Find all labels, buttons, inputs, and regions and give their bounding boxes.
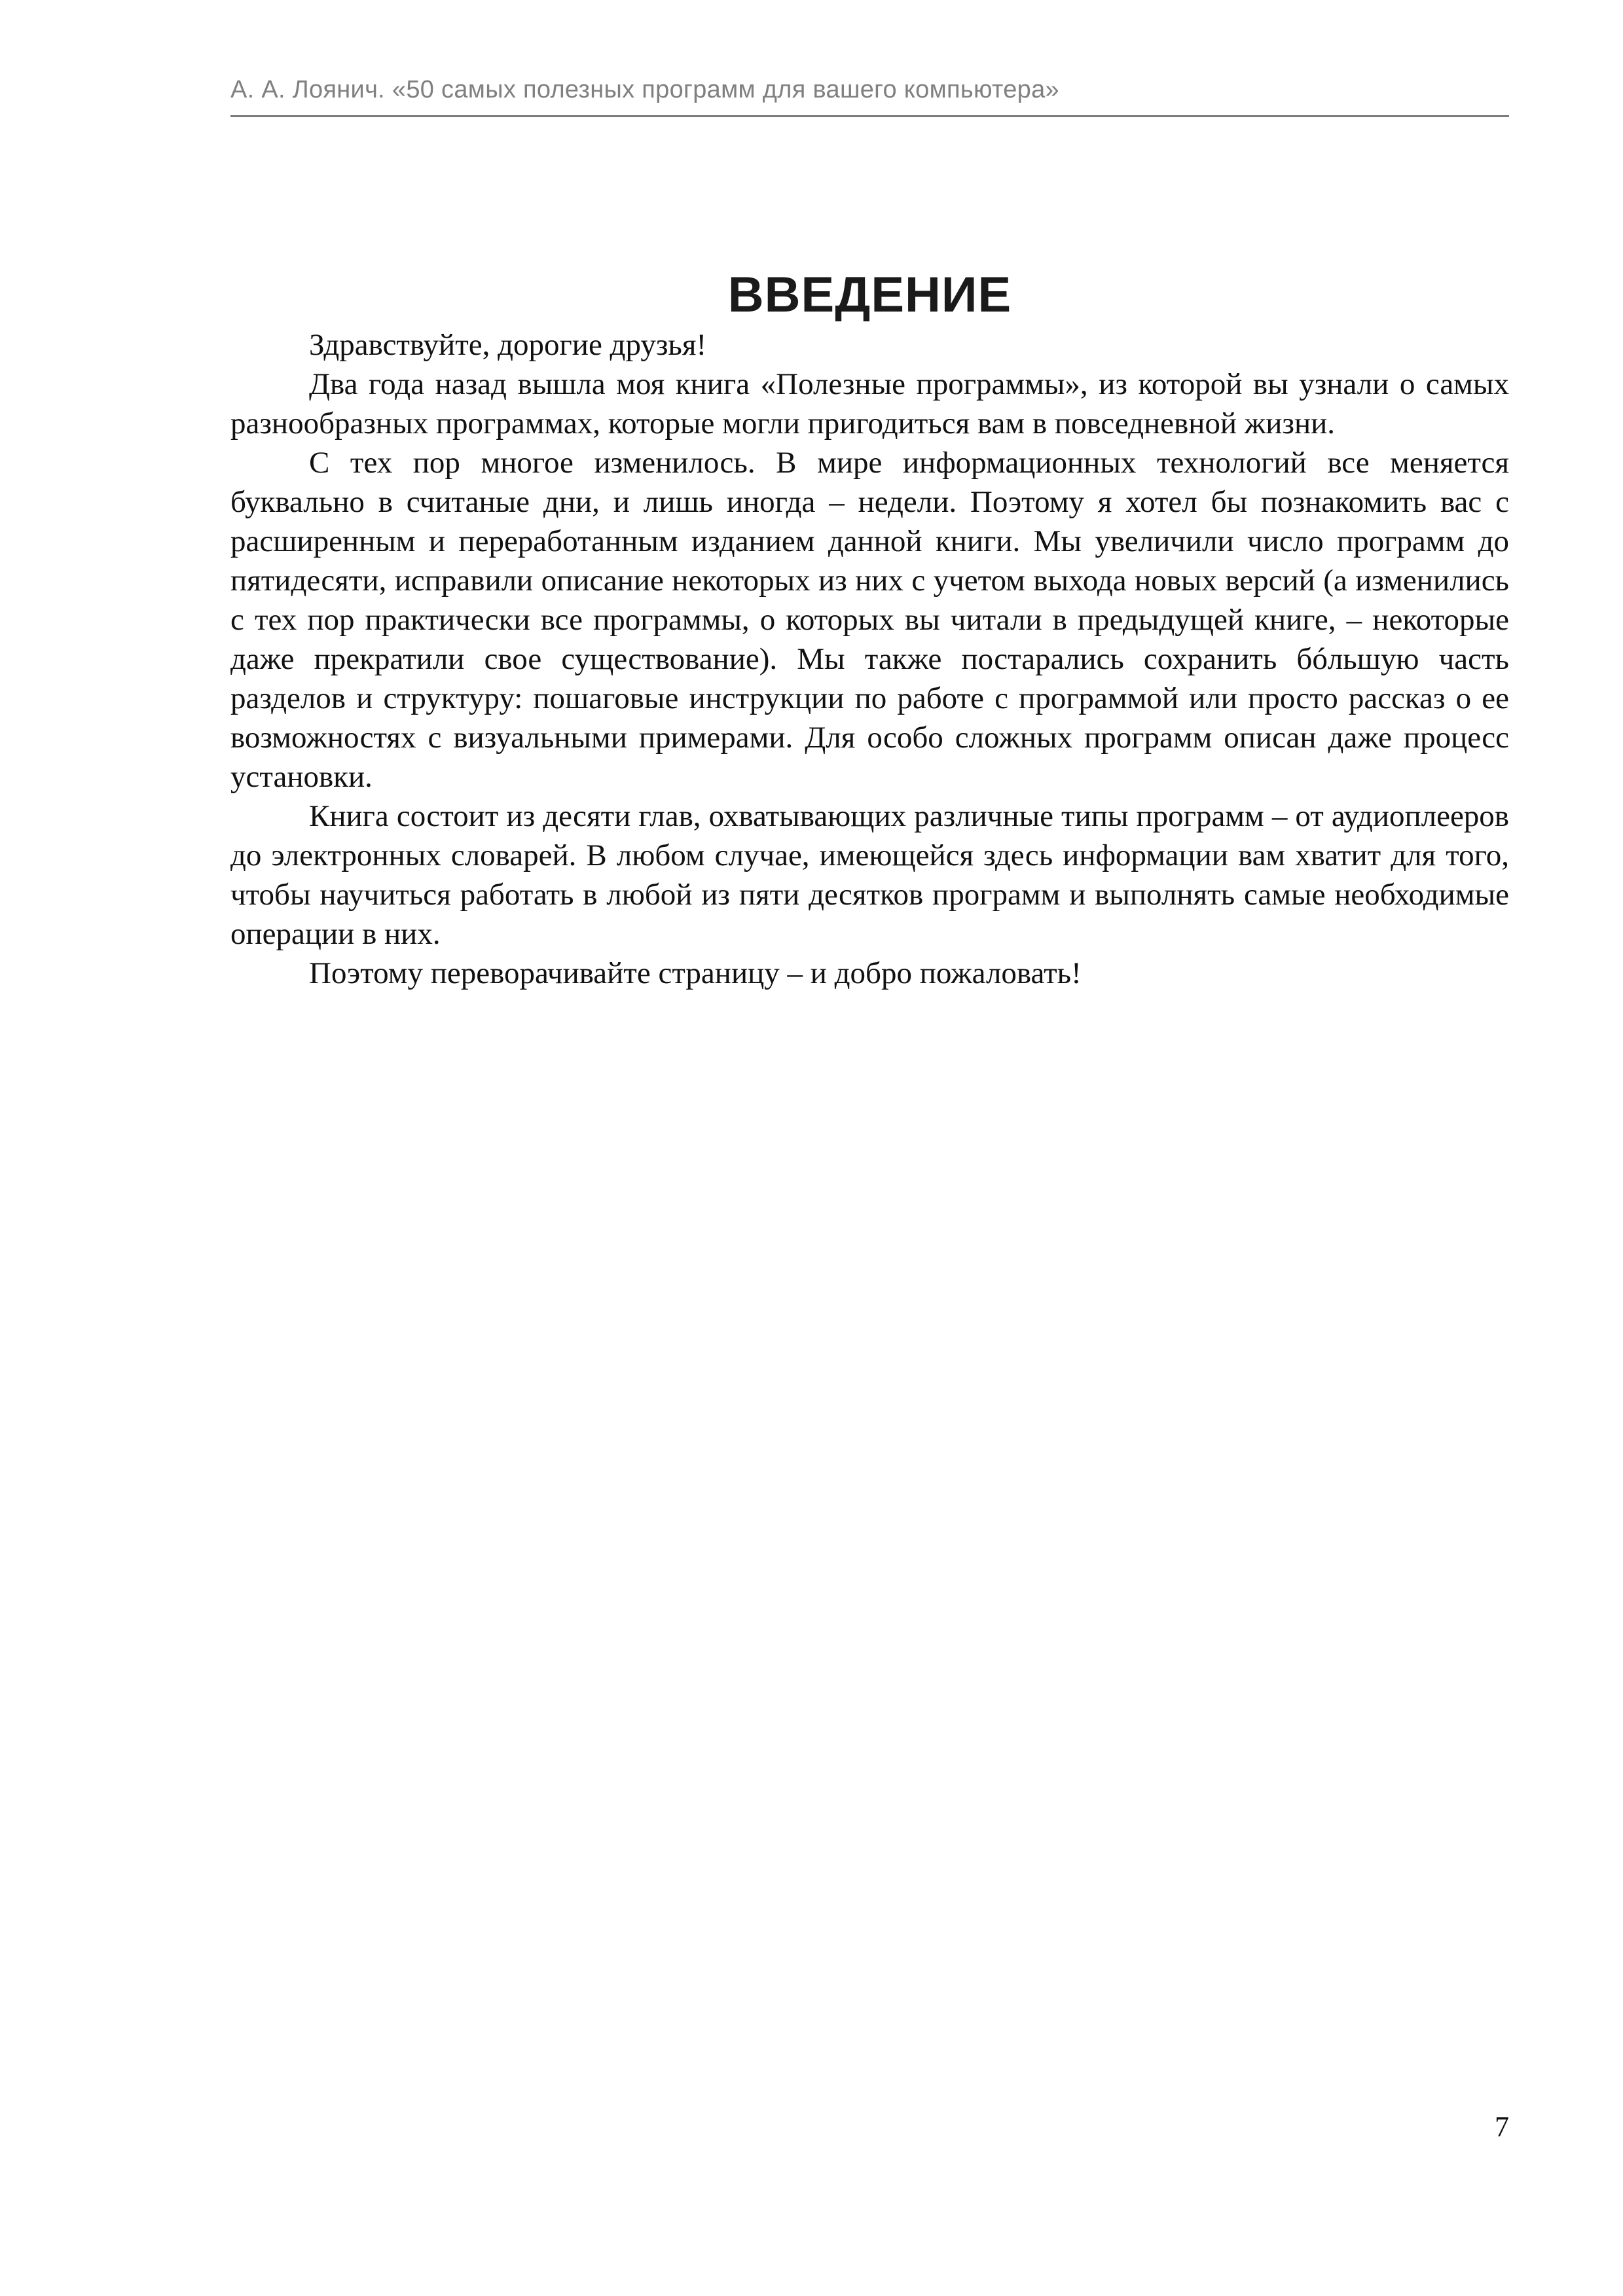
page-number: 7 [1495, 2111, 1509, 2143]
running-header: А. А. Лоянич. «50 самых полезных программ для вашего компьютера» [230, 76, 1059, 103]
header-divider [230, 115, 1509, 117]
body-text [230, 325, 1509, 993]
paragraph-structure: Книга состоит из десяти глав, охватывающих различные типы программ – от аудиоплееров до электронных словарей. В любом случае, имеющейся здесь информации вам хватит для того, чтобы научиться работать в любой из пяти десятков программ и выполнять самые необходимые операции в них. [230, 799, 1509, 951]
chapter-title: ВВЕДЕНИЕ [727, 266, 1012, 323]
paragraph-greeting: Здравствуйте, дорогие друзья! [309, 328, 707, 362]
paragraph-welcome: Поэтому переворачивайте страницу – и добро пожаловать! [309, 956, 1082, 990]
paragraph-changes: С тех пор многое изменилось. В мире информационных технологий все меняется буквально в считаные дни, и лишь иногда – недели. Поэтому я хотел бы познакомить вас с расширенным и переработанным изданием данной книги. Мы увеличили число программ до пятидесяти, исправили описание некоторых из них с учетом выхода новых версий (а изменились с тех пор практически все программы, о которых вы читали в предыдущей книге, – некоторые даже прекратили свое существование). Мы также постарались сохранить бóльшую часть разделов и структуру: пошаговые инструкции по работе с программой или просто рассказ о ее возможностях с визуальными примерами. Для особо сложных программ описан даже процесс установки. [230, 446, 1509, 794]
paragraph-previous-book: Два года назад вышла моя книга «Полезные программы», из которой вы узнали о самых разнообразных программах, которые могли пригодиться вам в повседневной жизни. [230, 367, 1509, 440]
